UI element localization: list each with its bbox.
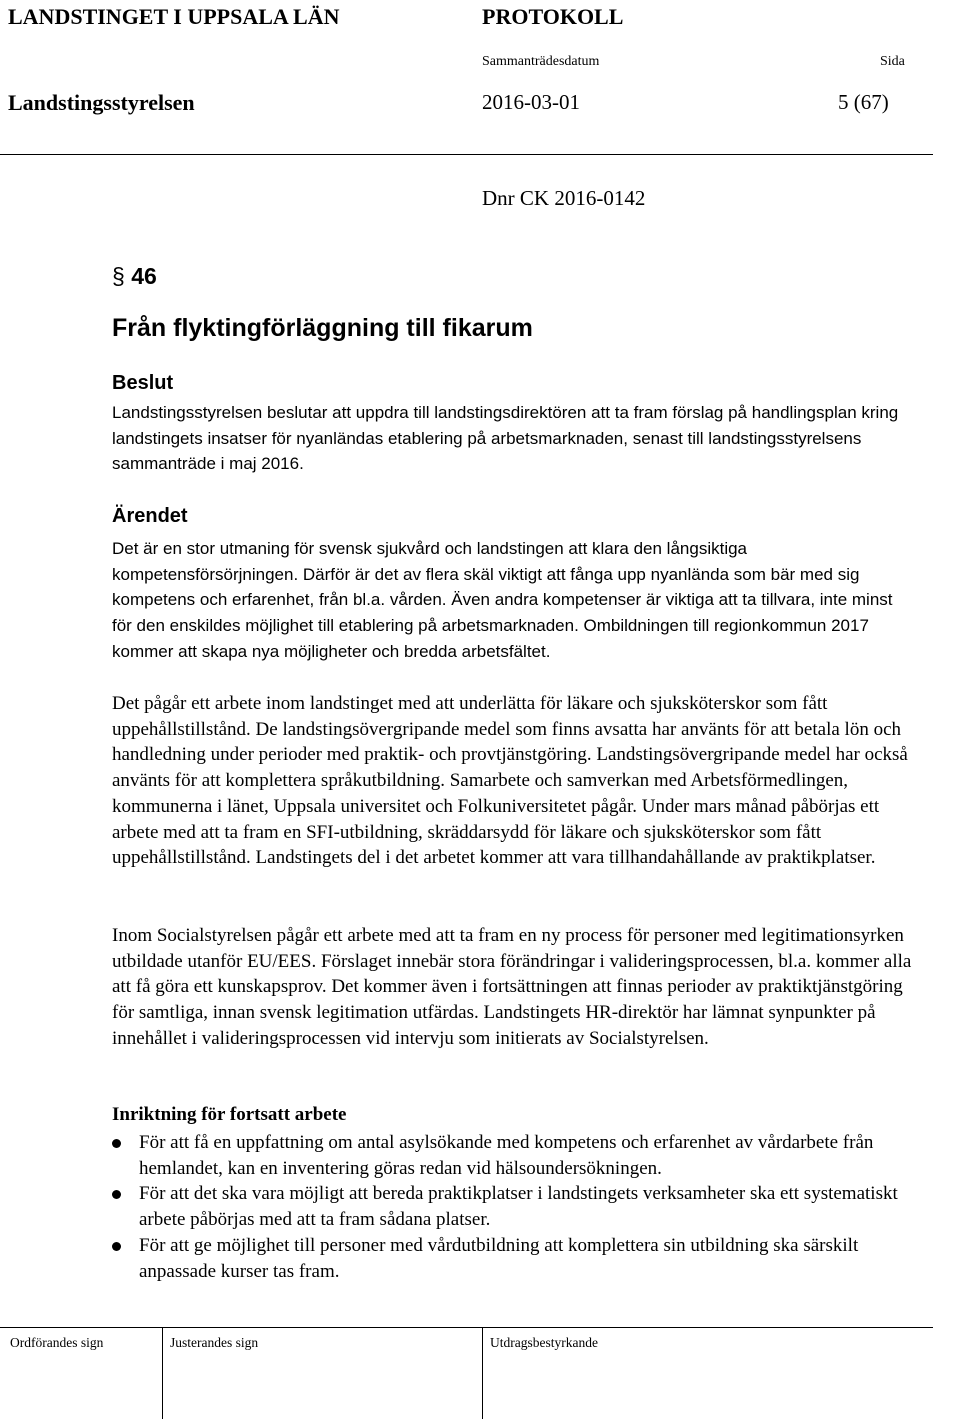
heading-arendet: Ärendet: [112, 505, 188, 527]
footer-divider: [162, 1328, 163, 1419]
arendet-text-intro: Det är en stor utmaning för svensk sjukvård och landstingen att klara den långsiktiga kompetensförsörjningen. Därför är det av flera skäl viktigt att fånga upp nyanlända som bär med sig kompetens och erfarenhet, från bl.a. vården. Även andra kompetenser är viktiga att ta tillvara, inte minst för den enskildes möjlighet till etablering på arbetsmarknaden. Ombildningen till regionkommun 2017 kommer att skapa nya möjligheter och bredda arbetsfältet.: [112, 539, 893, 661]
meeting-date-label: Sammanträdesdatum: [482, 54, 600, 69]
signature-footer: [0, 1327, 933, 1419]
section-number: [112, 263, 157, 290]
page-number: 5 (67): [838, 90, 889, 114]
meeting-date: 2016-03-01: [482, 90, 580, 114]
extract-certification-label: Utdragsbestyrkande: [490, 1335, 598, 1350]
beslut-text: Landstingsstyrelsen beslutar att uppdra till landstingsdirektören att ta fram förslag på handlingsplan kring landstingets insatser för nyanländas etablering på arbetsmarknaden, senast till landstingsstyrelsens sammanträde i maj 2016.: [112, 403, 899, 474]
body-name: Landstingsstyrelsen: [8, 90, 195, 115]
heading-inriktning: Inriktning för fortsatt arbete: [112, 1104, 347, 1125]
arendet-text-socialstyrelsen: Inom Socialstyrelsen pågår ett arbete med att ta fram en ny process för personer med legitimationsyrken utbildade utanför EU/EES. Förslaget innebär stora förändringar i valideringsprocessen, bl.a. kommer alla att få göra ett kunskapsprov. Det kommer även i fortsättningen att finnas perioder av praktiktjänstgöring för samtliga, innan svensk legitimation utfärdas. Landstingets HR-direktör har lämnat synpunkter på innehållet i valideringsprocessen vid intervju som initierats av Socialstyrelsen.: [112, 925, 912, 1049]
heading-beslut: Beslut: [112, 372, 174, 394]
footer-divider: [482, 1328, 483, 1419]
list-item-text: För att det ska vara möjligt att bereda praktikplatser i landstingets verksamheter ska ett systematiskt arbete påbörjas med att ta fram sådana platser.: [139, 1183, 898, 1231]
page-label: Sida: [880, 54, 905, 69]
organization-name: LANDSTINGET I UPPSALA LÄN: [8, 4, 340, 29]
document-type: PROTOKOLL: [482, 4, 624, 29]
inriktning-list: [112, 1130, 912, 1284]
list-item-text: För att ge möjlighet till personer med vårdutbildning att komplettera sin utbildning ska särskilt anpassade kurser tas fram.: [139, 1234, 859, 1282]
page-title: Från flyktingförläggning till fikarum: [112, 314, 533, 342]
footer-rule: [0, 1327, 933, 1328]
arendet-text-work: Det pågår ett arbete inom landstinget med att underlätta för läkare och sjuksköterskor som fått uppehållstillstånd. De landstingsövergripande medel som finns avsatta har använts för att betala lön och handledning under perioder med praktik- och provtjänstgöring. Landstingsövergripande medel har också använts för att komplettera språkutbildning. Samarbete och samverkan med Arbetsförmedlingen, kommunerna i länet, Uppsala universitet och Folkuniversitetet pågår. Under mars månad påbörjas ett arbete med att ta fram en SFI-utbildning, skräddarsydd för läkare och sjuksköterskor som fått uppehållstillstånd. Landstingets del i det arbetet kommer att vara tillhandahållande av praktikplatser.: [112, 693, 908, 869]
list-item: [112, 1233, 912, 1284]
bullet-icon: [112, 1190, 121, 1199]
chair-sign-label: Ordförandes sign: [10, 1335, 104, 1350]
diary-number: Dnr CK 2016-0142: [482, 186, 646, 210]
list-item: [112, 1130, 912, 1181]
section-symbol: §: [112, 263, 125, 289]
bullet-icon: [112, 1139, 121, 1148]
adjuster-sign-label: Justerandes sign: [170, 1335, 259, 1350]
header-rule: [0, 154, 933, 155]
list-item: [112, 1181, 912, 1232]
list-item-text: För att få en uppfattning om antal asylsökande med kompetens och erfarenhet av vårdarbete från hemlandet, kan en inventering göras redan vid hälsoundersökningen.: [139, 1132, 874, 1179]
section-number-value: 46: [131, 263, 157, 289]
bullet-icon: [112, 1242, 121, 1251]
